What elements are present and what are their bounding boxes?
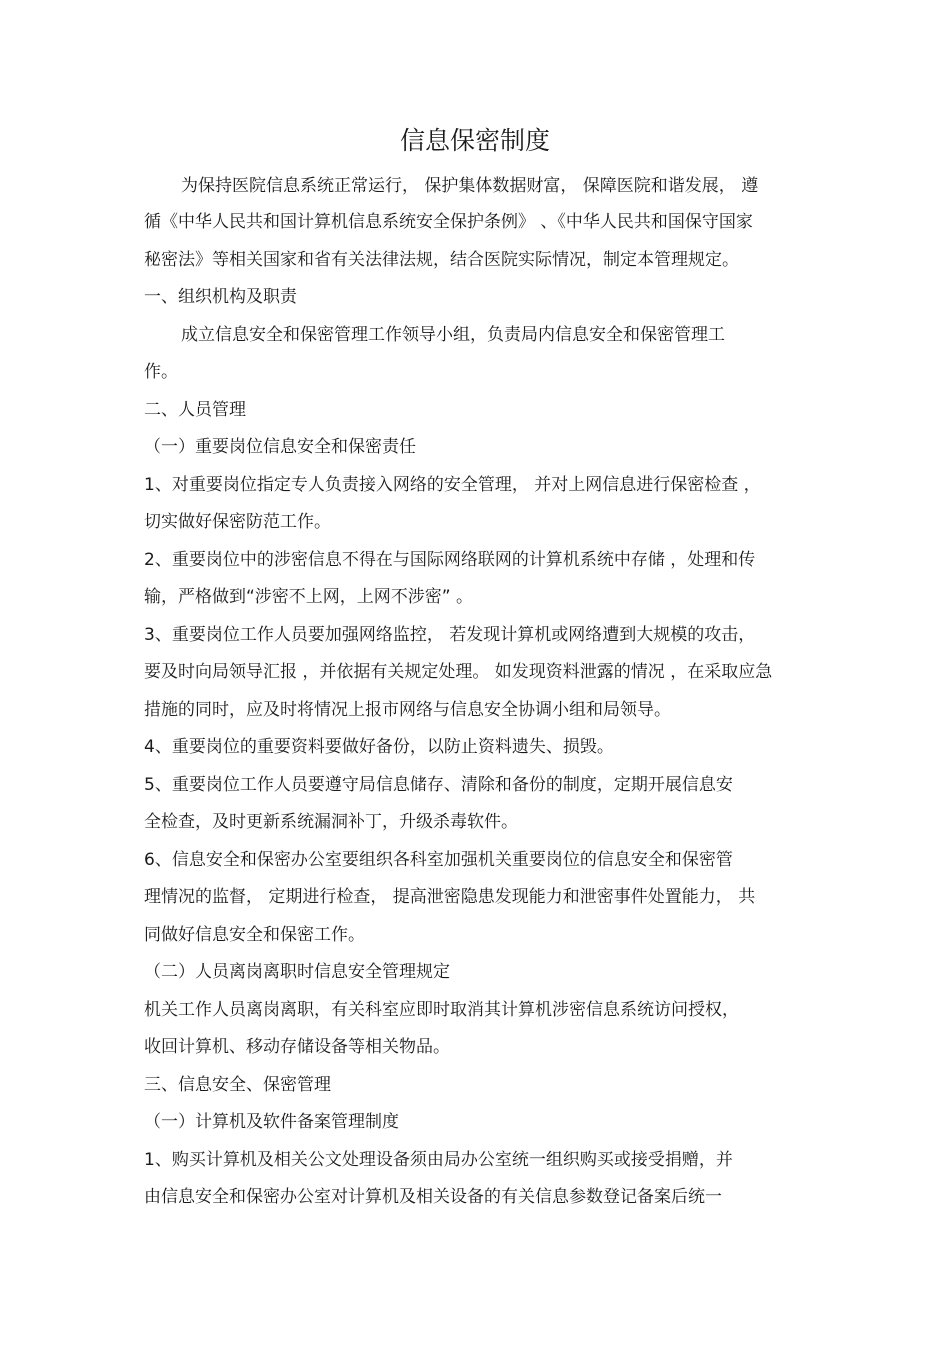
paragraph-line: 措施的同时，应及时将情况上报市网络与信息安全协调小组和局领导。 <box>144 700 671 720</box>
paragraph-line: 循《中华人民共和国计算机信息系统安全保护条例》 、《中华人民共和国保守国家 <box>144 212 753 232</box>
paragraph-line: 输，严格做到“涉密不上网，上网不涉密” 。 <box>144 587 474 607</box>
paragraph-line: 1、购买计算机及相关公文处理设备须由局办公室统一组织购买或接受捐赠，并 <box>144 1150 733 1170</box>
paragraph-line: 由信息安全和保密办公室对计算机及相关设备的有关信息参数登记备案后统一 <box>144 1187 722 1207</box>
paragraph-line: 收回计算机、移动存储设备等相关物品。 <box>144 1037 450 1057</box>
section-heading: 三、信息安全、保密管理 <box>144 1075 331 1095</box>
section-heading: 二、人员管理 <box>144 400 246 420</box>
paragraph-line: 机关工作人员离岗离职，有关科室应即时取消其计算机涉密信息系统访问授权， <box>144 1000 739 1020</box>
paragraph-line: 作。 <box>144 362 178 382</box>
paragraph-line: 2、重要岗位中的涉密信息不得在与国际网络联网的计算机系统中存储 ，处理和传 <box>144 550 756 570</box>
paragraph-line: 3、重要岗位工作人员要加强网络监控， 若发现计算机或网络遭到大规模的攻击， <box>144 625 756 645</box>
paragraph-line: 4、重要岗位的重要资料要做好备份，以防止资料遗失、损毁。 <box>144 737 614 757</box>
subsection-heading: （一）计算机及软件备案管理制度 <box>144 1112 399 1132</box>
paragraph-line: 全检查，及时更新系统漏洞补丁，升级杀毒软件。 <box>144 812 518 832</box>
paragraph-line: 切实做好保密防范工作。 <box>144 512 331 532</box>
section-heading: 一、组织机构及职责 <box>144 287 297 307</box>
paragraph-line: 1、对重要岗位指定专人负责接入网络的安全管理， 并对上网信息进行保密检查 ， <box>144 475 761 495</box>
paragraph-line: 同做好信息安全和保密工作。 <box>144 925 365 945</box>
subsection-heading: （一）重要岗位信息安全和保密责任 <box>144 437 416 457</box>
paragraph-line: 秘密法》等相关国家和省有关法律法规，结合医院实际情况，制定本管理规定。 <box>144 250 739 270</box>
paragraph-line: 理情况的监督， 定期进行检查， 提高泄密隐患发现能力和泄密事件处置能力， 共 <box>144 887 756 907</box>
paragraph-line: 成立信息安全和保密管理工作领导小组，负责局内信息安全和保密管理工 <box>181 325 725 345</box>
paragraph-line: 要及时向局领导汇报 ，并依据有关规定处理。 如发现资料泄露的情况 ，在采取应急 <box>144 662 773 682</box>
paragraph-line: 5、重要岗位工作人员要遵守局信息储存、清除和备份的制度，定期开展信息安 <box>144 775 733 795</box>
document-title: 信息保密制度 <box>399 126 550 155</box>
paragraph-line: 为保持医院信息系统正常运行， 保护集体数据财富， 保障医院和谐发展， 遵 <box>181 176 759 196</box>
paragraph-line: 6、信息安全和保密办公室要组织各科室加强机关重要岗位的信息安全和保密管 <box>144 850 733 870</box>
subsection-heading: （二）人员离岗离职时信息安全管理规定 <box>144 962 450 982</box>
